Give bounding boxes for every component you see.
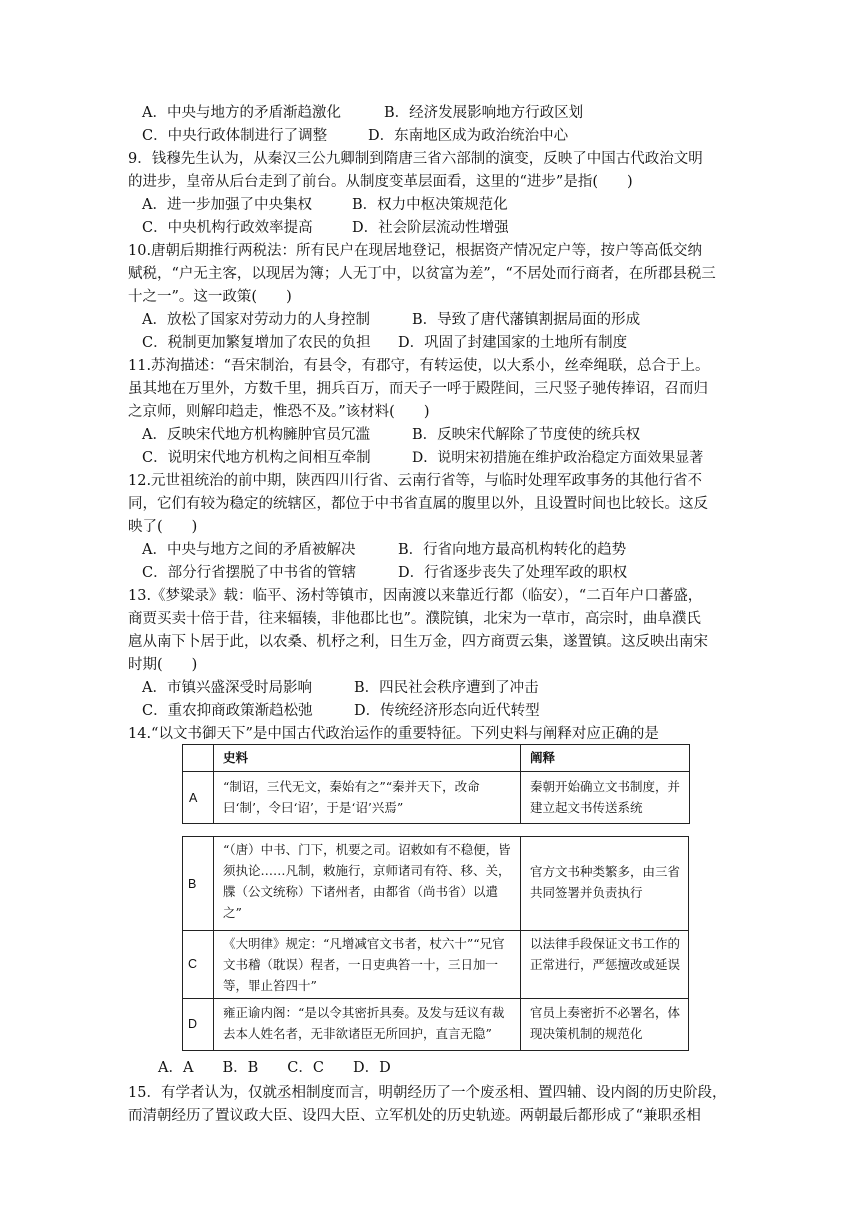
q14-row-explain: 官员上奏密折不必署名，体现决策机制的规范化: [530, 1005, 681, 1041]
q11-stem-line: 11.苏洵描述：“吾宋制治，有县令，有郡守，有转运使，以大系小，丝牵绳联，总合于上。: [128, 358, 710, 374]
q13-option-b: B．四民社会秩序遭到了冲击: [354, 680, 539, 696]
q14-header-source: 史料: [223, 751, 249, 765]
q13-option-a: A．市镇兴盛深受时局影响: [142, 680, 312, 696]
q8-option-c: C．中央行政体制进行了调整: [142, 128, 328, 144]
q11-stem-line: 虽其地在万里外，方数千里，拥兵百万，而天子一呼于殿陛间，三尺竖子驰传捧诏，召而归: [128, 381, 708, 397]
q14-stem: 14.“以文书御天下”是中国古代政治运作的重要特征。下列史料与阐释对应正确的是: [128, 726, 659, 742]
q11-option-d: D．说明宋初措施在维护政治稳定方面效果显著: [412, 450, 704, 466]
q12-option-c: C．部分行省摆脱了中书省的管辖: [142, 565, 357, 581]
q14-row-source: 雍正谕内阁：“是以令其密折具奏。及发与廷议有裁去本人姓名者，无非欲诸臣无所回护，直言无隐”: [223, 1005, 505, 1041]
q8-option-d: D．东南地区成为政治统治中心: [368, 128, 569, 144]
q12-option-b: B．行省向地方最高机构转化的趋势: [398, 542, 627, 558]
q9-option-c: C．中央机构行政效率提高: [142, 220, 313, 236]
q14-row-explain: 秦朝开始确立文书制度，并建立起文书传送系统: [530, 779, 681, 815]
q11-option-b: B．反映宋代解除了节度使的统兵权: [412, 427, 641, 443]
q14-row-label: C: [188, 957, 198, 971]
q14-header-explain: 阐释: [530, 751, 556, 765]
q10-stem-line: 赋税，“户无主客，以现居为簿；人无丁中，以贫富为差”，“不居处而行商者，在所郡县税三: [128, 266, 716, 282]
q14-row-source: 《大明律》规定：“凡增减官文书者，杖六十”“兄官文书稽（耽误）程者，一日吏典笞一十，三日加一等，罪止笞四十”: [223, 936, 505, 993]
q13-option-c: C．重农抑商政策渐趋松弛: [142, 703, 313, 719]
q9-option-a: A．进一步加强了中央集权: [142, 197, 312, 213]
q12-stem-line: 同，它们有较为稳定的统辖区，都位于中书省直属的腹里以外，且设置时间也比较长。这反: [128, 496, 708, 512]
q14-table-bottom: [182, 836, 689, 1051]
q14-row-source: “（唐）中书、门下，机要之司。诏敕如有不稳便，皆须执论……凡制，敕施行，京师诸司有符、移、关，牒（公文统称）下诸州者，由都省（尚书省）以遣之”: [223, 842, 511, 920]
q13-option-d: D．传统经济形态向近代转型: [354, 703, 540, 719]
q8-option-b: B．经济发展影响地方行政区划: [384, 105, 584, 121]
q10-option-d: D．巩固了封建国家的土地所有制度: [398, 335, 628, 351]
q14-row-label: A: [189, 791, 198, 805]
q10-stem-line: 十之一”。这一政策( ): [128, 289, 292, 305]
q9-option-b: B．权力中枢决策规范化: [352, 197, 508, 213]
q12-stem-line: 映了( ): [128, 519, 198, 535]
q10-option-c: C．税制更加繁复增加了农民的负担: [142, 335, 371, 351]
q12-option-a: A．中央与地方之间的矛盾被解决: [142, 542, 356, 558]
q13-stem-line: 扈从南下卜居于此，以农桑、机杼之利，日生万金，四方商贾云集，遂置镇。这反映出南宋: [128, 634, 708, 650]
q11-stem-line: 之京师，则解印趋走，惟恐不及。”该材料( ): [128, 404, 430, 420]
q15-stem-line: 15．有学者认为，仅就丞相制度而言，明朝经历了一个废丞相、置四辅、设内阁的历史阶段，: [128, 1085, 727, 1101]
q14-row-label: D: [188, 1017, 198, 1031]
q13-stem-line: 商贾买卖十倍于昔，往来辐辏，非他郡比也”。濮院镇，北宋为一草市，高宗时，曲阜濮氏: [128, 611, 701, 627]
q10-option-a: A．放松了国家对劳动力的人身控制: [142, 312, 370, 328]
q9-stem-line: 9．钱穆先生认为，从秦汉三公九卿制到隋唐三省六部制的演变，反映了中国古代政治文明: [128, 151, 703, 167]
q9-stem-line: 的进步，皇帝从后台走到了前台。从制度变革层面看，这里的“进步”是指( ): [128, 174, 633, 190]
q14-row-source: “制诏，三代无文，秦始有之”“秦并天下，改命曰‘制’，令曰‘诏’，于是‘诏’兴焉”: [223, 779, 480, 815]
q11-option-a: A．反映宋代地方机构臃肿官员冗滥: [142, 427, 370, 443]
q9-option-d: D．社会阶层流动性增强: [352, 220, 509, 236]
q12-option-d: D．行省逐步丧失了处理军政的职权: [398, 565, 628, 581]
q14-row-explain: 以法律手段保证文书工作的正常进行，严惩擅改或延误: [530, 936, 681, 972]
q14-table-top: [182, 744, 690, 824]
q10-stem-line: 10.唐朝后期推行两税法：所有民户在现居地登记，根据资产情况定户等，按户等高低交纳: [128, 243, 703, 259]
q13-stem-line: 时期( ): [128, 657, 198, 673]
q13-stem-line: 13.《梦粱录》载：临平、汤村等镇市，因南渡以来靠近行都（临安），“二百年户口蕃盛，: [128, 588, 703, 604]
q8-option-a: A．中央与地方的矛盾渐趋激化: [142, 105, 341, 121]
q10-option-b: B．导致了唐代藩镇割据局面的形成: [412, 312, 641, 328]
q14-options: A．A B．B C．C D．D: [158, 1060, 391, 1076]
q15-stem-line: 而清朝经历了置议政大臣、设四大臣、立军机处的历史轨迹。两朝最后都形成了“兼职丞相: [128, 1108, 701, 1124]
q12-stem-line: 12.元世祖统治的前中期，陕西四川行省、云南行省等，与临时处理军政事务的其他行省不: [128, 473, 703, 489]
q14-row-explain: 官方文书种类繁多，由三省共同签署并负责执行: [530, 864, 681, 900]
q14-row-label: B: [188, 877, 197, 891]
q11-option-c: C．说明宋代地方机构之间相互牵制: [142, 450, 371, 466]
